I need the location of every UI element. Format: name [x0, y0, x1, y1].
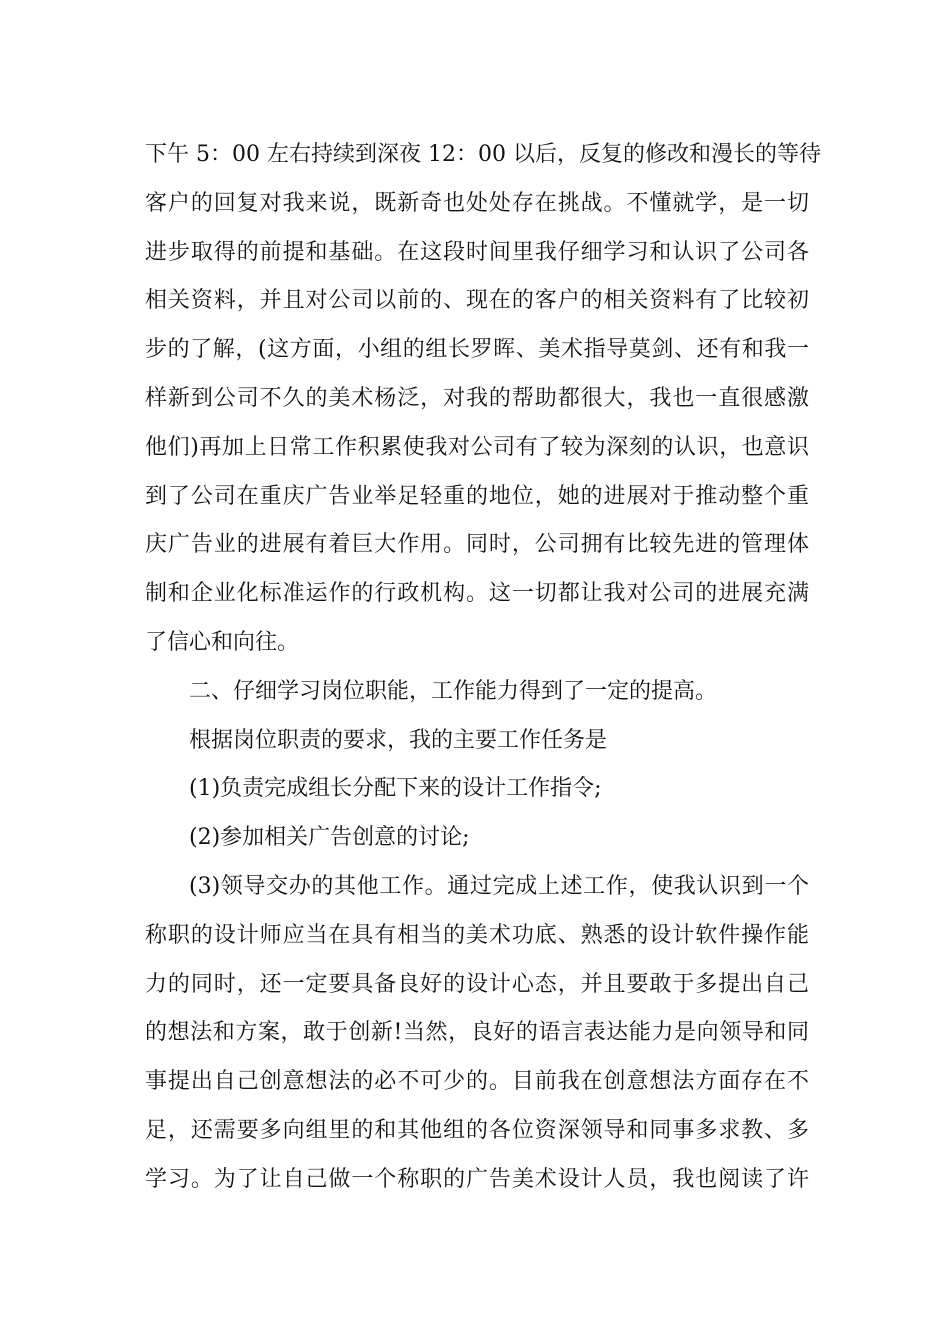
text-line: 进步取得的前提和基础。在这段时间里我仔细学习和认识了公司各 — [145, 239, 809, 265]
list-item: (1)负责完成组长分配下来的设计工作指令; — [189, 776, 602, 802]
list-item: (3)领导交办的其他工作。通过完成上述工作，使我认识到一个 — [189, 873, 809, 899]
text-line: 相关资料，并且对公司以前的、现在的客户的相关资料有了比较初 — [145, 288, 809, 314]
text-line: 客户的回复对我来说，既新奇也处处存在挑战。不懂就学，是一切 — [145, 190, 809, 216]
text-line: 称职的设计师应当在具有相当的美术功底、熟悉的设计软件操作能 — [145, 922, 809, 948]
text-line: 制和企业化标准运作的行政机构。这一切都让我对公司的进展充满 — [145, 581, 809, 607]
text-line: 下午 5：00 左右持续到深夜 12：00 以后，反复的修改和漫长的等待 — [145, 142, 821, 167]
text-line: 庆广告业的进展有着巨大作用。同时，公司拥有比较先进的管理体 — [145, 532, 809, 558]
text-line: 样新到公司不久的美术杨泛，对我的帮助都很大，我也一直很感激 — [145, 385, 809, 411]
list-item: (2)参加相关广告创意的讨论; — [189, 825, 470, 851]
text-line: 力的同时，还一定要具备良好的设计心态，并且要敢于多提出自己 — [145, 971, 809, 997]
section-heading: 二、仔细学习岗位职能，工作能力得到了一定的提高。 — [189, 678, 718, 704]
text-line: 到了公司在重庆广告业举足轻重的地位，她的进展对于推动整个重 — [145, 483, 809, 509]
text-line: 了信心和向往。 — [145, 629, 300, 655]
text-line: 学习。为了让自己做一个称职的广告美术设计人员，我也阅读了许 — [145, 1166, 809, 1192]
text-line: 步的了解，(这方面，小组的组长罗晖、美术指导莫剑、还有和我一 — [145, 337, 809, 363]
text-line: 事提出自己创意想法的必不可少的。目前我在创意想法方面存在不 — [145, 1069, 809, 1095]
text-line: 他们)再加上日常工作积累使我对公司有了较为深刻的认识，也意识 — [145, 434, 809, 460]
text-line: 足，还需要多向组里的和其他组的各位资深领导和同事多求教、多 — [145, 1117, 809, 1143]
text-line: 根据岗位职责的要求，我的主要工作任务是 — [189, 727, 608, 753]
text-line: 的想法和方案，敢于创新!当然，良好的语言表达能力是向领导和同 — [145, 1020, 809, 1046]
body-text — [145, 131, 821, 1205]
